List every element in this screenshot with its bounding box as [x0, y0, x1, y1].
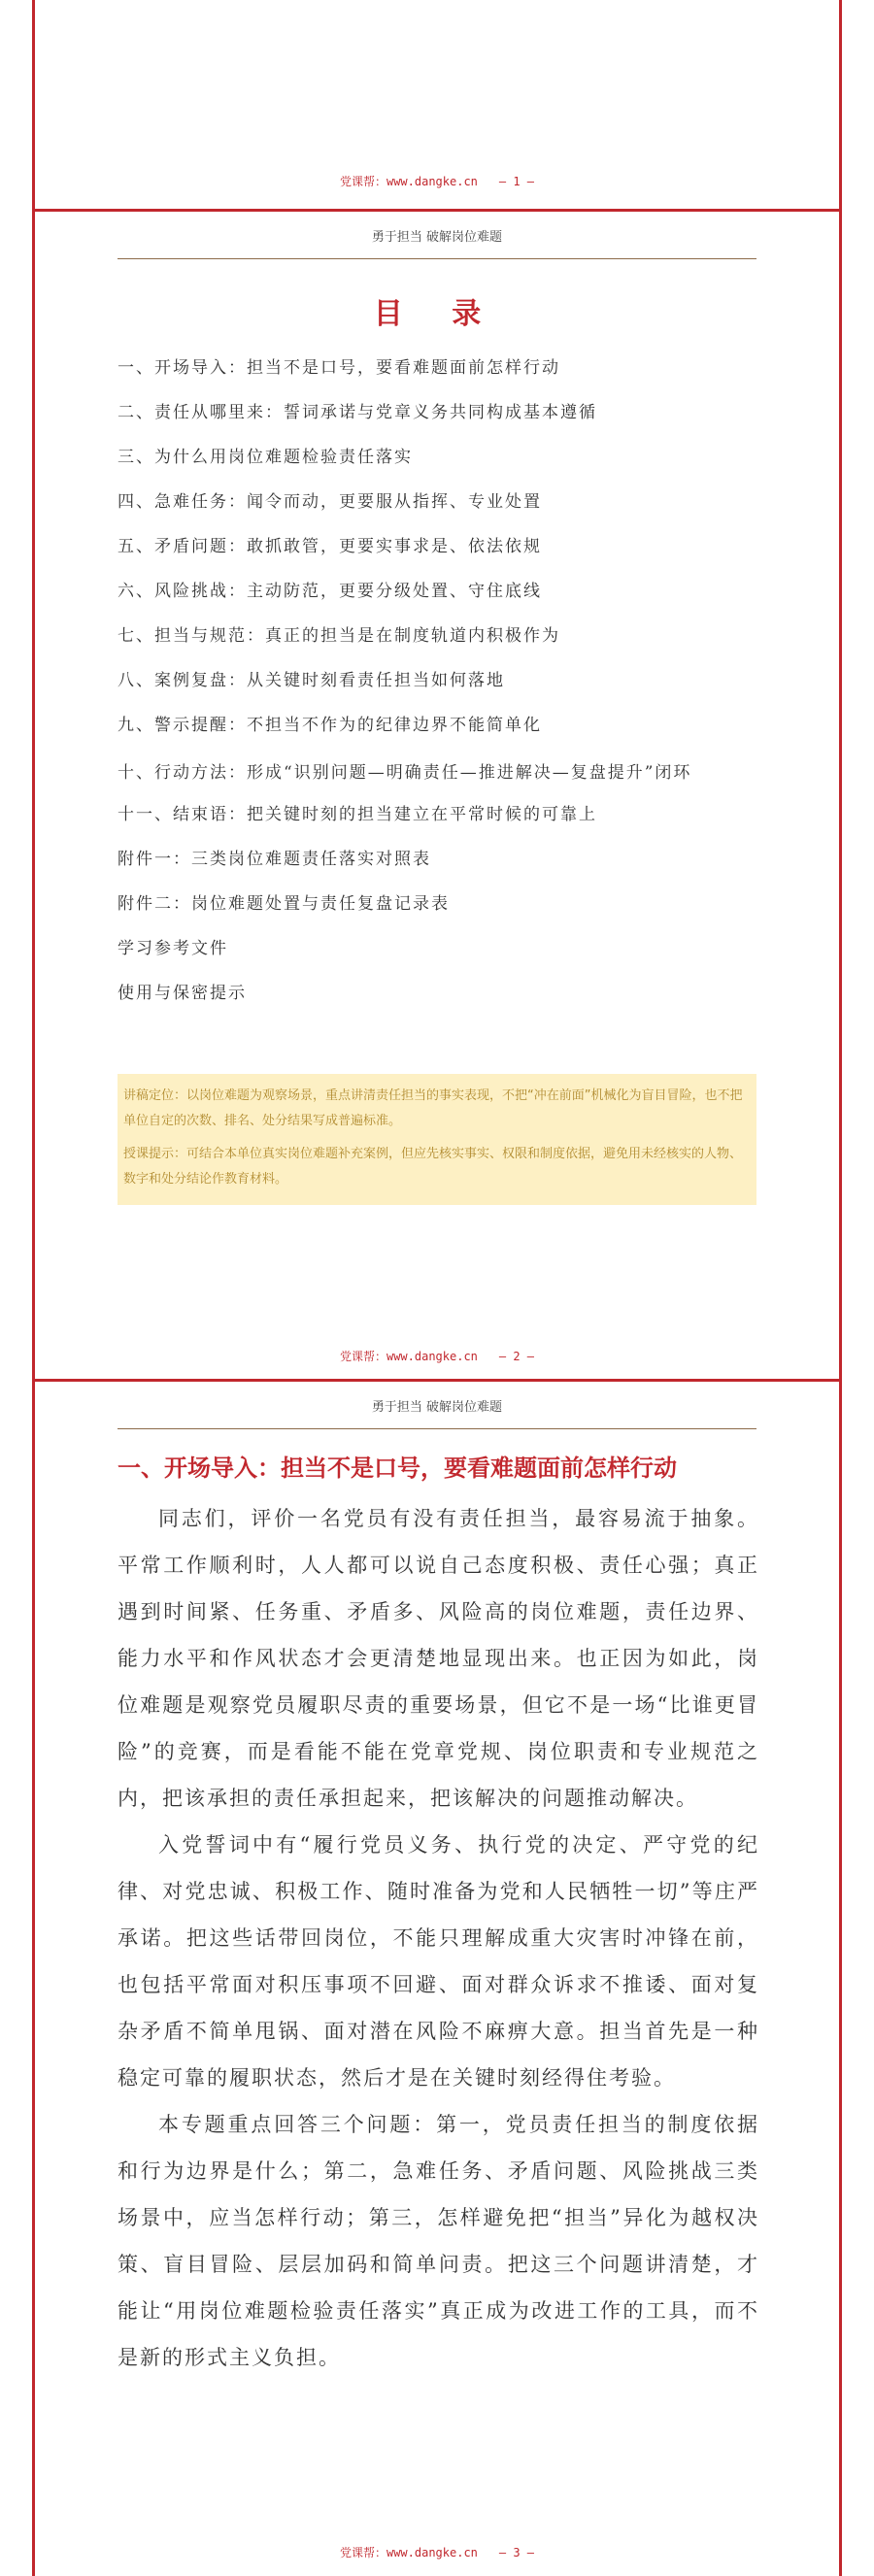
footer-site: 党课帮：www.dangke.cn: [339, 1350, 478, 1363]
page-1: [32, 0, 842, 212]
toc-item[interactable]: 三、为什么用岗位难题检验责任落实: [118, 448, 413, 467]
toc-item[interactable]: 一、开场导入：担当不是口号，要看难题面前怎样行动: [118, 358, 560, 378]
section-body: [118, 1495, 759, 2381]
toc-item[interactable]: 四、急难任务：闻令而动，更要服从指挥、专业处置: [118, 492, 542, 512]
page-footer: [35, 2544, 839, 2560]
lecture-positioning-note: 讲稿定位：以岗位难题为观察场景，重点讲清责任担当的事实表现，不把“冲在前面”机械化为盲目冒险，也不把单位自定的次数、排名、处分结果写成普遍标准。: [123, 1088, 743, 1128]
toc-item[interactable]: 学习参考文件: [118, 939, 228, 958]
footer-page-number: — 2 —: [498, 1350, 535, 1363]
body-paragraph: 入党誓词中有“履行党员义务、执行党的决定、严守党的纪律、对党忠诚、积极工作、随时准备为党和人民牺牲一切”等庄严承诺。把这些话带回岗位，不能只理解成重大灾害时冲锋在前，也包括平常面对积压事项不回避、面对群众诉求不推诿、面对复杂矛盾不简单甩锅、面对潜在风险不麻痹大意。担当首先是一种稳定可靠的履职状态，然后才是在关键时刻经得住考验。: [118, 1833, 759, 2090]
toc-item[interactable]: 十、行动方法：形成“识别问题—明确责任—推进解决—复盘提升”闭环: [118, 763, 692, 783]
body-paragraph: 本专题重点回答三个问题：第一，党员责任担当的制度依据和行为边界是什么；第二，急难任务、矛盾问题、风险挑战三类场景中，应当怎样行动；第三，怎样避免把“担当”异化为越权决策、盲目冒险、层层加码和简单问责。把这三个问题讲清楚，才能让“用岗位难题检验责任落实”真正成为改进工作的工具，而不是新的形式主义负担。: [118, 2113, 759, 2369]
page-footer: [35, 173, 839, 189]
toc-title: 目 录: [373, 297, 501, 331]
table-of-contents: [118, 355, 756, 1025]
page-header: 勇于担当 破解岗位难题: [118, 1399, 756, 1429]
toc-item[interactable]: 五、矛盾问题：敢抓敢管，更要实事求是、依法依规: [118, 537, 542, 556]
toc-item[interactable]: 七、担当与规范：真正的担当是在制度轨道内积极作为: [118, 626, 560, 646]
toc-item[interactable]: 九、警示提醒：不担当不作为的纪律边界不能简单化: [118, 716, 542, 735]
toc-item[interactable]: 使用与保密提示: [118, 984, 247, 1003]
lecture-note-box: [118, 1074, 756, 1205]
toc-item[interactable]: 附件二：岗位难题处置与责任复盘记录表: [118, 894, 450, 914]
footer-page-number: — 3 —: [498, 2546, 535, 2559]
teaching-tips-note: 授课提示：可结合本单位真实岗位难题补充案例，但应先核实事实、权限和制度依据，避免用未经核实的人物、数字和处分结论作教育材料。: [123, 1147, 743, 1187]
toc-item[interactable]: 二、责任从哪里来：誓词承诺与党章义务共同构成基本遵循: [118, 403, 597, 422]
toc-item[interactable]: 六、风险挑战：主动防范，更要分级处置、守住底线: [118, 582, 542, 601]
section-title: 一、开场导入：担当不是口号，要看难题面前怎样行动: [118, 1455, 677, 1482]
body-paragraph: 同志们，评价一名党员有没有责任担当，最容易流于抽象。平常工作顺利时，人人都可以说自己态度积极、责任心强；真正遇到时间紧、任务重、矛盾多、风险高的岗位难题，责任边界、能力水平和作风状态才会更清楚地显现出来。也正因为如此，岗位难题是观察党员履职尽责的重要场景，但它不是一场“比谁更冒险”的竞赛，而是看能不能在党章党规、岗位职责和专业规范之内，把该承担的责任承担起来，把该解决的问题推动解决。: [118, 1507, 759, 1810]
toc-item[interactable]: 十一、结束语：把关键时刻的担当建立在平常时候的可靠上: [118, 805, 597, 824]
toc-item[interactable]: 八、案例复盘：从关键时刻看责任担当如何落地: [118, 671, 505, 690]
footer-site: 党课帮：www.dangke.cn: [339, 2546, 478, 2559]
page-3: [32, 1382, 842, 2576]
footer-site: 党课帮：www.dangke.cn: [339, 175, 478, 188]
page-2: [32, 212, 842, 1382]
toc-item[interactable]: 附件一：三类岗位难题责任落实对照表: [118, 850, 431, 869]
page-footer: [35, 1348, 839, 1364]
footer-page-number: — 1 —: [498, 175, 535, 188]
page-header: 勇于担当 破解岗位难题: [118, 229, 756, 259]
